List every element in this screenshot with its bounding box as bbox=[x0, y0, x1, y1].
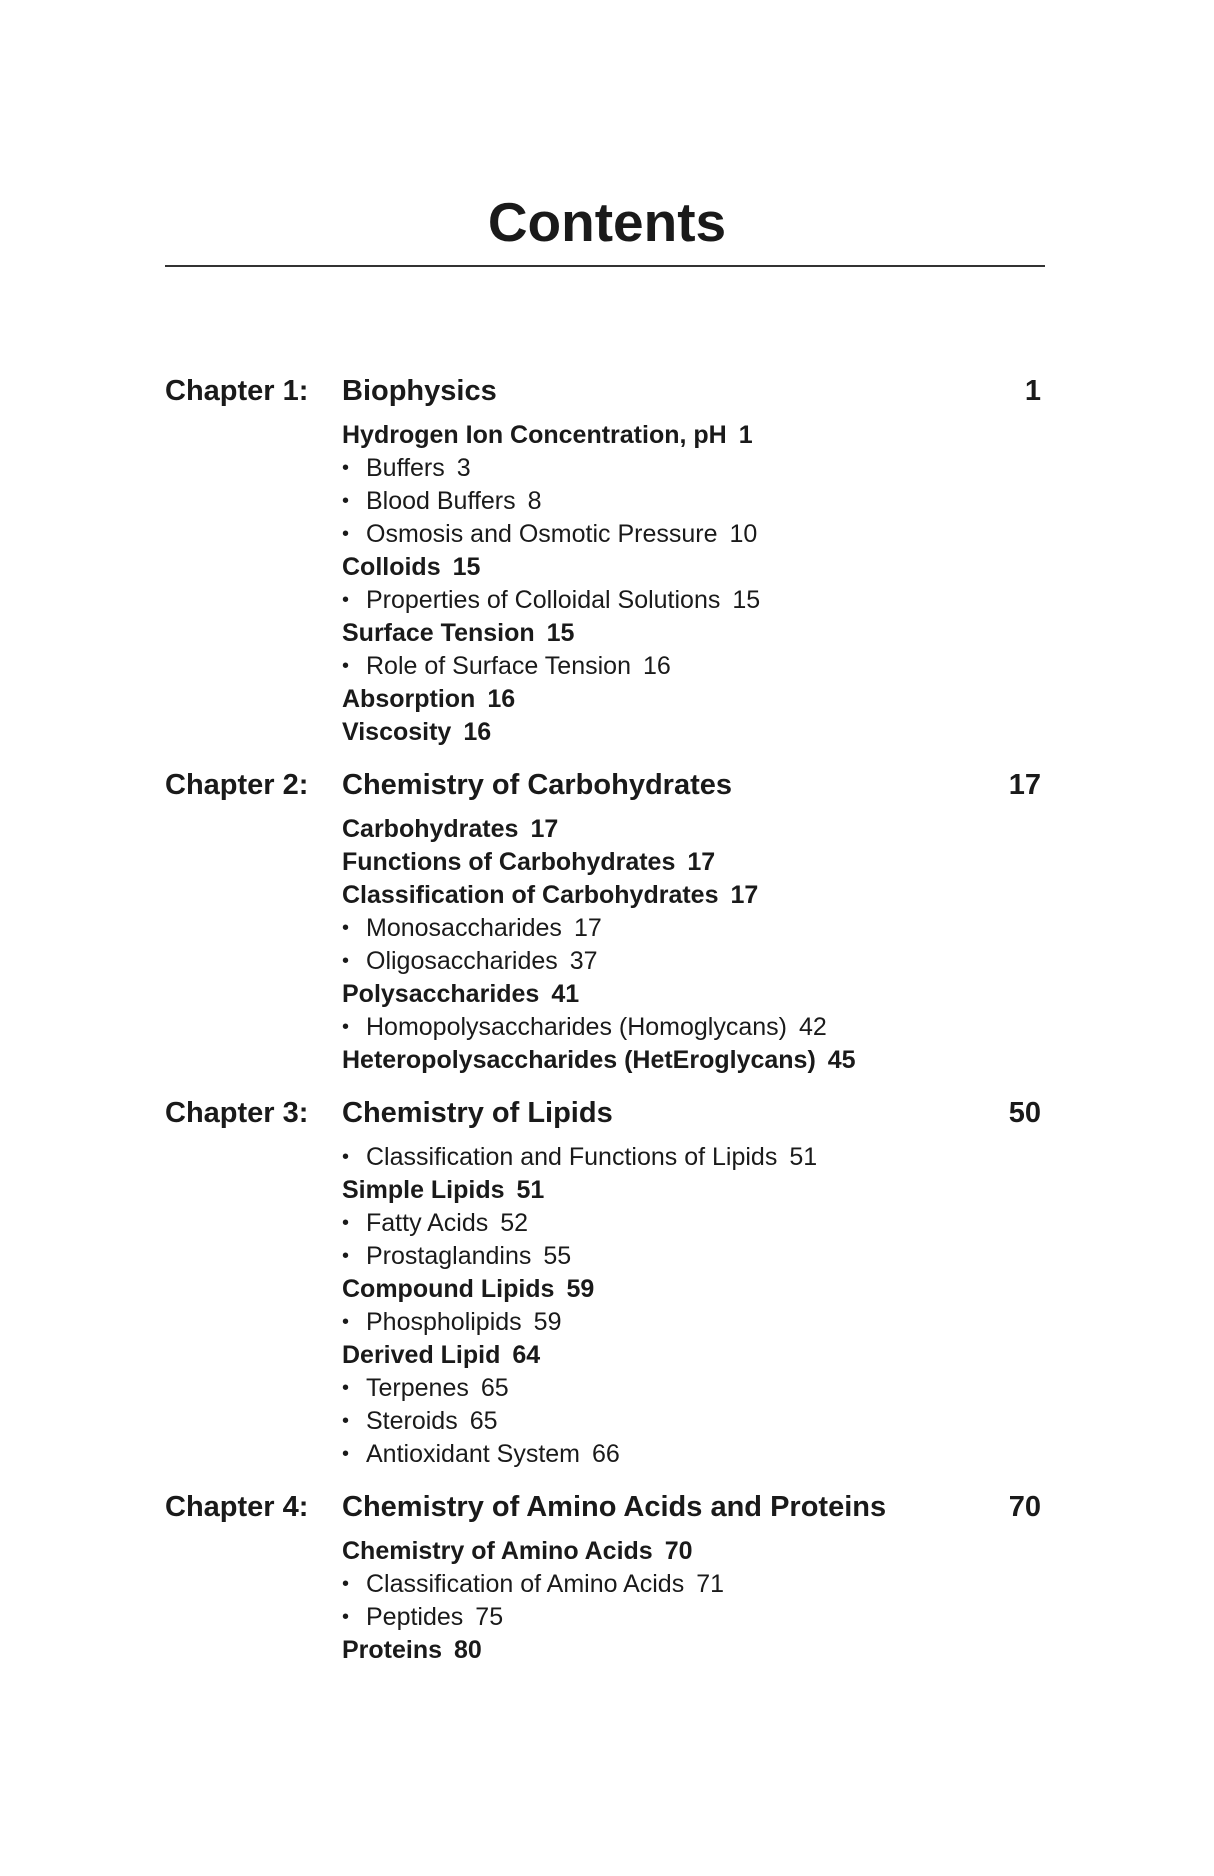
entry-text: Classification of Carbohydrates bbox=[342, 881, 719, 909]
chapter-heading[interactable] bbox=[165, 1491, 1045, 1535]
entry-text: Homopolysaccharides (Homoglycans) bbox=[366, 1013, 787, 1041]
bullet-icon: • bbox=[342, 1016, 350, 1038]
bullet-icon: • bbox=[342, 523, 350, 545]
chapter-heading[interactable] bbox=[165, 769, 1045, 813]
bullet-icon: • bbox=[342, 1212, 350, 1234]
chapter-label: Chapter 4: bbox=[165, 1491, 309, 1523]
toc-subsection-entry[interactable] bbox=[342, 1405, 1045, 1438]
entry-text: Classification of Amino Acids bbox=[366, 1570, 685, 1598]
page-title: Contents bbox=[487, 191, 727, 253]
entry-text: Viscosity bbox=[342, 718, 452, 746]
entry-page-number: 64 bbox=[512, 1341, 541, 1369]
entry-page-number: 17 bbox=[687, 848, 716, 876]
entry-page-number: 16 bbox=[463, 718, 492, 746]
toc-section-entry[interactable] bbox=[342, 1339, 1045, 1372]
chapter-block bbox=[165, 769, 1045, 1077]
chapter-label: Chapter 2: bbox=[165, 769, 309, 801]
entry-text: Chemistry of Amino Acids bbox=[342, 1537, 653, 1565]
entry-page-number: 37 bbox=[569, 947, 598, 975]
chapter-entries bbox=[342, 813, 1045, 1077]
chapter-label: Chapter 3: bbox=[165, 1097, 309, 1129]
bullet-icon: • bbox=[342, 1311, 350, 1333]
entry-text: Simple Lipids bbox=[342, 1176, 505, 1204]
title-divider bbox=[165, 265, 1045, 267]
entry-text: Blood Buffers bbox=[366, 487, 516, 515]
entry-page-number: 1 bbox=[738, 421, 753, 449]
toc-subsection-entry[interactable] bbox=[342, 485, 1045, 518]
toc-subsection-entry[interactable] bbox=[342, 1372, 1045, 1405]
toc-section-entry[interactable] bbox=[342, 551, 1045, 584]
bullet-icon: • bbox=[342, 1410, 350, 1432]
toc-subsection-entry[interactable] bbox=[342, 650, 1045, 683]
toc-section-entry[interactable] bbox=[342, 1174, 1045, 1207]
toc-section-entry[interactable] bbox=[342, 1535, 1045, 1568]
entry-text: Colloids bbox=[342, 553, 441, 581]
chapter-block bbox=[165, 1491, 1045, 1667]
entry-page-number: 80 bbox=[454, 1636, 482, 1664]
toc-section-entry[interactable] bbox=[342, 846, 1045, 879]
entry-text: Buffers bbox=[366, 454, 445, 482]
entry-page-number: 8 bbox=[527, 487, 542, 515]
entry-text: Fatty Acids bbox=[366, 1209, 489, 1237]
bullet-icon: • bbox=[342, 1443, 350, 1465]
chapter-entries bbox=[342, 419, 1045, 749]
entry-text: Carbohydrates bbox=[342, 815, 519, 843]
chapter-heading[interactable] bbox=[165, 1097, 1045, 1141]
chapter-block bbox=[165, 375, 1045, 749]
bullet-icon: • bbox=[342, 490, 350, 512]
entry-text: Phospholipids bbox=[366, 1308, 522, 1336]
entry-text: Terpenes bbox=[366, 1374, 469, 1402]
entry-text: Prostaglandins bbox=[366, 1242, 532, 1270]
bullet-icon: • bbox=[342, 655, 350, 677]
toc-subsection-entry[interactable] bbox=[342, 1438, 1045, 1471]
bullet-icon: • bbox=[342, 1245, 350, 1267]
entry-text: Polysaccharides bbox=[342, 980, 540, 1008]
entry-page-number: 17 bbox=[530, 815, 559, 843]
chapter-title: Chemistry of Carbohydrates bbox=[342, 769, 732, 801]
chapter-heading[interactable] bbox=[165, 375, 1045, 419]
entry-text: Absorption bbox=[342, 685, 476, 713]
toc-subsection-entry[interactable] bbox=[342, 945, 1045, 978]
entry-text: Compound Lipids bbox=[342, 1275, 555, 1303]
entry-text: Role of Surface Tension bbox=[366, 652, 631, 680]
toc-subsection-entry[interactable] bbox=[342, 912, 1045, 945]
entry-page-number: 66 bbox=[592, 1440, 620, 1468]
entry-page-number: 52 bbox=[500, 1209, 529, 1237]
bullet-icon: • bbox=[342, 589, 350, 611]
bullet-icon: • bbox=[342, 457, 350, 479]
entry-page-number: 51 bbox=[516, 1176, 545, 1204]
entry-page-number: 55 bbox=[543, 1242, 572, 1270]
chapter-title: Chemistry of Amino Acids and Proteins bbox=[342, 1491, 887, 1523]
entry-page-number: 65 bbox=[480, 1374, 509, 1402]
toc-subsection-entry[interactable] bbox=[342, 584, 1045, 617]
entry-page-number: 45 bbox=[827, 1046, 856, 1074]
toc-subsection-entry[interactable] bbox=[342, 1240, 1045, 1273]
chapter-block bbox=[165, 1097, 1045, 1471]
entry-text: Classification and Functions of Lipids bbox=[366, 1143, 778, 1171]
entry-page-number: 59 bbox=[566, 1275, 595, 1303]
entry-text: Peptides bbox=[366, 1603, 464, 1631]
chapter-page-number: 1 bbox=[1024, 375, 1041, 407]
toc-subsection-entry[interactable] bbox=[342, 1568, 1045, 1601]
chapter-label: Chapter 1: bbox=[165, 375, 309, 407]
chapter-title: Biophysics bbox=[342, 375, 497, 407]
toc-section-entry[interactable] bbox=[342, 1044, 1045, 1077]
entry-page-number: 65 bbox=[469, 1407, 498, 1435]
entry-page-number: 16 bbox=[642, 652, 671, 680]
chapter-title: Chemistry of Lipids bbox=[342, 1097, 613, 1129]
chapter-page-number: 17 bbox=[1008, 769, 1041, 801]
toc-section-entry[interactable] bbox=[342, 683, 1045, 716]
toc-subsection-entry[interactable] bbox=[342, 1141, 1045, 1174]
entry-page-number: 16 bbox=[487, 685, 516, 713]
toc-section-entry[interactable] bbox=[342, 1634, 1045, 1667]
toc-subsection-entry[interactable] bbox=[342, 1601, 1045, 1634]
entry-text: Steroids bbox=[366, 1407, 458, 1435]
chapter-entries bbox=[342, 1141, 1045, 1471]
entry-page-number: 42 bbox=[799, 1013, 827, 1041]
toc-subsection-entry[interactable] bbox=[342, 518, 1045, 551]
toc-section-entry[interactable] bbox=[342, 879, 1045, 912]
entry-text: Heteropolysaccharides (HetEroglycans) bbox=[342, 1046, 816, 1074]
toc-section-entry[interactable] bbox=[342, 419, 1045, 452]
entry-text: Proteins bbox=[342, 1636, 443, 1664]
entry-page-number: 15 bbox=[732, 586, 761, 614]
entry-page-number: 17 bbox=[730, 881, 759, 909]
entry-page-number: 59 bbox=[533, 1308, 562, 1336]
chapter-entries bbox=[342, 1535, 1045, 1667]
bullet-icon: • bbox=[342, 1606, 350, 1628]
entry-text: Hydrogen Ion Concentration, pH bbox=[342, 421, 727, 449]
toc-subsection-entry[interactable] bbox=[342, 1306, 1045, 1339]
entry-text: Monosaccharides bbox=[366, 914, 562, 942]
entry-text: Surface Tension bbox=[342, 619, 535, 647]
entry-page-number: 10 bbox=[729, 520, 758, 548]
toc-subsection-entry[interactable] bbox=[342, 452, 1045, 485]
toc-subsection-entry[interactable] bbox=[342, 1207, 1045, 1240]
table-of-contents bbox=[165, 375, 1045, 1687]
entry-page-number: 17 bbox=[573, 914, 602, 942]
toc-subsection-entry[interactable] bbox=[342, 1011, 1045, 1044]
entry-text: Functions of Carbohydrates bbox=[342, 848, 676, 876]
bullet-icon: • bbox=[342, 1573, 350, 1595]
entry-text: Oligosaccharides bbox=[366, 947, 558, 975]
entry-text: Properties of Colloidal Solutions bbox=[366, 586, 721, 614]
toc-section-entry[interactable] bbox=[342, 978, 1045, 1011]
chapter-page-number: 70 bbox=[1008, 1491, 1041, 1523]
bullet-icon: • bbox=[342, 917, 350, 939]
toc-section-entry[interactable] bbox=[342, 716, 1045, 749]
bullet-icon: • bbox=[342, 1377, 350, 1399]
entry-page-number: 51 bbox=[789, 1143, 818, 1171]
entry-page-number: 15 bbox=[546, 619, 575, 647]
entry-text: Antioxidant System bbox=[366, 1440, 580, 1468]
bullet-icon: • bbox=[342, 950, 350, 972]
entry-text: Derived Lipid bbox=[342, 1341, 501, 1369]
toc-section-entry[interactable] bbox=[342, 1273, 1045, 1306]
entry-page-number: 41 bbox=[551, 980, 580, 1008]
toc-section-entry[interactable] bbox=[342, 617, 1045, 650]
toc-section-entry[interactable] bbox=[342, 813, 1045, 846]
entry-page-number: 75 bbox=[475, 1603, 504, 1631]
chapter-page-number: 50 bbox=[1008, 1097, 1041, 1129]
entry-page-number: 70 bbox=[664, 1537, 693, 1565]
entry-page-number: 3 bbox=[456, 454, 471, 482]
entry-page-number: 71 bbox=[696, 1570, 725, 1598]
bullet-icon: • bbox=[342, 1146, 350, 1168]
entry-page-number: 15 bbox=[452, 553, 481, 581]
entry-text: Osmosis and Osmotic Pressure bbox=[366, 520, 718, 548]
